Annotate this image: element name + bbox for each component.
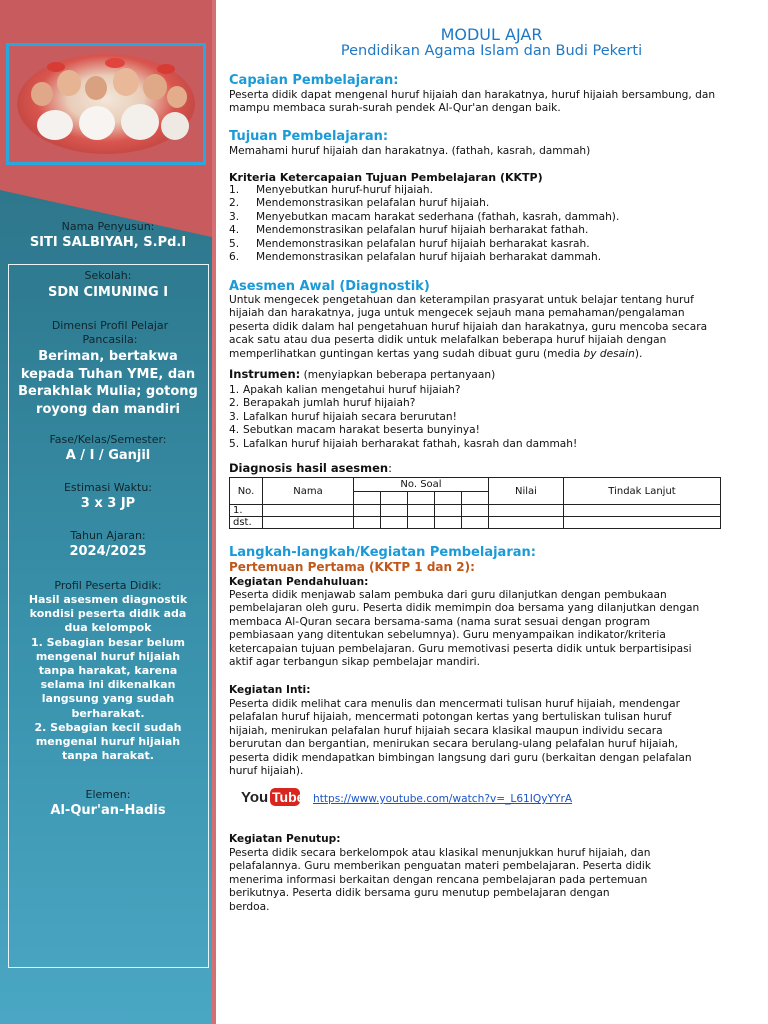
diagnosis-table: [229, 477, 721, 529]
pertemuan-heading: Pertemuan Pertama (KKTP 1 dan 2):: [229, 560, 475, 574]
cp-text: Peserta didik dapat mengenal huruf hijaiah dan harakatnya, huruf hijaiah bersambung, dan mampu membaca surah-surah pendek Al-Qur'an dengan baik.: [229, 89, 716, 115]
langkah-heading: Langkah-langkah/Kegiatan Pembelajaran:: [229, 545, 536, 560]
youtube-link[interactable]: https://www.youtube.com/watch?v=_L61IQyYYrA: [313, 793, 573, 805]
table-cell: dst.: [230, 517, 263, 529]
instrumen-list: [229, 384, 577, 451]
list-item: 2. Mendemonstrasikan pelafalan huruf hijaiah.: [229, 197, 490, 210]
table-cell: [381, 491, 408, 505]
profile-value: Hasil asesmen diagnostik kondisi peserta didik ada dua kelompok 1. Sebagian besar belum mengenal huruf hijaiah tanpa harakat, karena selama ini dikenalkan langsung yang sudah berharakat. 2. Sebagian kecil sudah mengenal huruf hijaiah tanpa harakat.: [28, 593, 188, 763]
inti-heading: Kegiatan Inti:: [229, 684, 311, 696]
list-item: 3. Lafalkan huruf hijaiah secara berurutan!: [229, 410, 457, 423]
author-label: Nama Penyusun:: [61, 220, 155, 233]
table-cell: [408, 491, 435, 505]
list-item: 5. Lafalkan huruf hijaiah berharakat fathah, kasrah dan dammah!: [229, 437, 578, 450]
list-item: 2. Berapakah jumlah huruf hijaiah?: [229, 397, 416, 410]
year-label: Tahun Ajaran:: [70, 529, 146, 542]
table-cell: [462, 491, 489, 505]
kktp-heading: Kriteria Ketercapaian Tujuan Pembelajaran (KKTP): [229, 171, 543, 184]
table-header-no: No.: [230, 478, 263, 505]
phase-label: Fase/Kelas/Semester:: [49, 433, 167, 446]
time-value: 3 x 3 JP: [80, 496, 136, 511]
asesmen-heading: Asesmen Awal (Diagnostik): [229, 279, 430, 294]
cover-photo-frame: [6, 43, 206, 165]
diagnosis-heading: Diagnosis hasil asesmen:: [229, 461, 392, 475]
students-photo: [17, 54, 195, 154]
table-cell: [354, 491, 381, 505]
table-row: [230, 517, 721, 529]
pendahuluan-text: Peserta didik menjawab salam pembuka dari guru dilanjutkan dengan pembukaan pembelajaran oleh guru. Peserta didik memimpin doa bersama yang dilanjutkan dengan membaca Al-Quran secara bersama-sama (nama surat sesuai dengan program pembiasaan yang ditentukan sebelumnya). Guru menyampaikan indikator/kriteria ketercapaian tujuan pembelajaran. Guru memotivasi peserta didik untuk berpartisipasi aktif agar terbangun sikap pembelajar mandiri.: [229, 589, 700, 669]
main-content: [229, 0, 754, 1024]
year-value: 2024/2025: [69, 544, 147, 559]
youtube-logo[interactable]: [241, 786, 305, 808]
table-header-soal: No. Soal: [354, 478, 489, 492]
sidebar-edge-stripe: [212, 0, 216, 1024]
table-cell: 1.: [230, 505, 263, 517]
list-item: 3. Menyebutkan macam harakat sederhana (fathah, kasrah, dammah).: [229, 210, 620, 223]
table-row: [230, 505, 721, 517]
table-header-nilai: Nilai: [489, 478, 564, 505]
dimension-label: Dimensi Profil Pelajar Pancasila:: [51, 319, 169, 346]
instrumen-heading: Instrumen: (menyiapkan beberapa pertanyaan): [229, 367, 496, 381]
school-name: SDN CIMUNING I: [47, 285, 169, 300]
element-label: Elemen:: [85, 788, 131, 801]
list-item: 5. Mendemonstrasikan pelafalan huruf hijaiah berharakat kasrah.: [229, 237, 590, 250]
list-item: 6. Mendemonstrasikan pelafalan huruf hijaiah berharakat dammah.: [229, 251, 602, 264]
list-item: 1. Apakah kalian mengetahui huruf hijaiah?: [229, 384, 461, 396]
page-subtitle: Pendidikan Agama Islam dan Budi Pekerti: [340, 43, 643, 59]
author-name: SITI SALBIYAH, S.Pd.I: [29, 235, 187, 250]
kktp-list: [229, 184, 619, 264]
dimension-value: Beriman, bertakwa kepada Tuhan YME, dan Berakhlak Mulia; gotong royong dan mandiri: [18, 349, 198, 417]
page-title: MODUL AJAR: [440, 25, 543, 44]
tp-heading: Tujuan Pembelajaran:: [229, 129, 389, 144]
svg-text:You: You: [241, 789, 269, 806]
inti-text: Peserta didik melihat cara menulis dan mencermati tulisan huruf hijaiah, mendengar pelafalan huruf hijaiah, mencermati potongan kertas yang bertuliskan tulisan huruf hijaiah, menirukan pelafalan huruf hijaiah secara klasikal maupun individu secara berurutan dan bergantian, menirukan secara berulang-ulang pelafalan huruf hijaiah, peserta didik mendapatkan bimbingan langsung dari guru (berkaitan dengan pelafalan huruf hijaiah).: [229, 698, 692, 778]
sidebar: [0, 0, 216, 1024]
school-label: Sekolah:: [84, 269, 132, 282]
phase-value: A / I / Ganjil: [65, 448, 151, 463]
time-label: Estimasi Waktu:: [63, 481, 153, 494]
table-header-nama: Nama: [263, 478, 354, 505]
asesmen-text: Untuk mengecek pengetahuan dan keterampilan prasyarat untuk belajar tentang huruf hijaiah dan harakatnya, juga untuk mengecek sejauh mana pemahaman/pengalaman peserta didik dalam hal pengetahuan huruf hijaiah dan harakatnya, guru mencoba secara acak satu atau dua peserta didik untuk melafalkan beberapa huruf hijaiah dengan memperlihatkan guntingan kertas yang sudah dibuat guru (media by desain).: [229, 294, 708, 360]
penutup-heading: Kegiatan Penutup:: [229, 833, 341, 845]
table-cell: [435, 491, 462, 505]
list-item: 4. Sebutkan macam harakat beserta bunyinya!: [229, 424, 480, 437]
list-item: 4. Mendemonstrasikan pelafalan huruf hijaiah berharakat fathah.: [229, 224, 589, 237]
list-item: 1. Menyebutkan huruf-huruf hijaiah.: [229, 184, 433, 196]
cp-heading: Capaian Pembelajaran:: [229, 73, 399, 88]
svg-text:Tube: Tube: [272, 789, 305, 805]
pendahuluan-heading: Kegiatan Pendahuluan:: [229, 576, 369, 588]
tp-text: Memahami huruf hijaiah dan harakatnya. (fathah, kasrah, dammah): [229, 145, 591, 157]
element-value: Al-Qur'an-Hadis: [50, 803, 166, 818]
table-header-tindak: Tindak Lanjut: [564, 478, 721, 505]
penutup-text: Peserta didik secara berkelompok atau klasikal menunjukkan huruf hijaiah, dan pelafalannya. Guru memberikan penguatan materi pembelajaran. Peserta didik menerima informasi berkaitan dengan rencana pembelajaran pada pertemuan berikutnya. Peserta didik bersama guru menutup pembelajaran dengan berdoa.: [229, 847, 651, 913]
profile-label: Profil Peserta Didik:: [54, 579, 162, 592]
